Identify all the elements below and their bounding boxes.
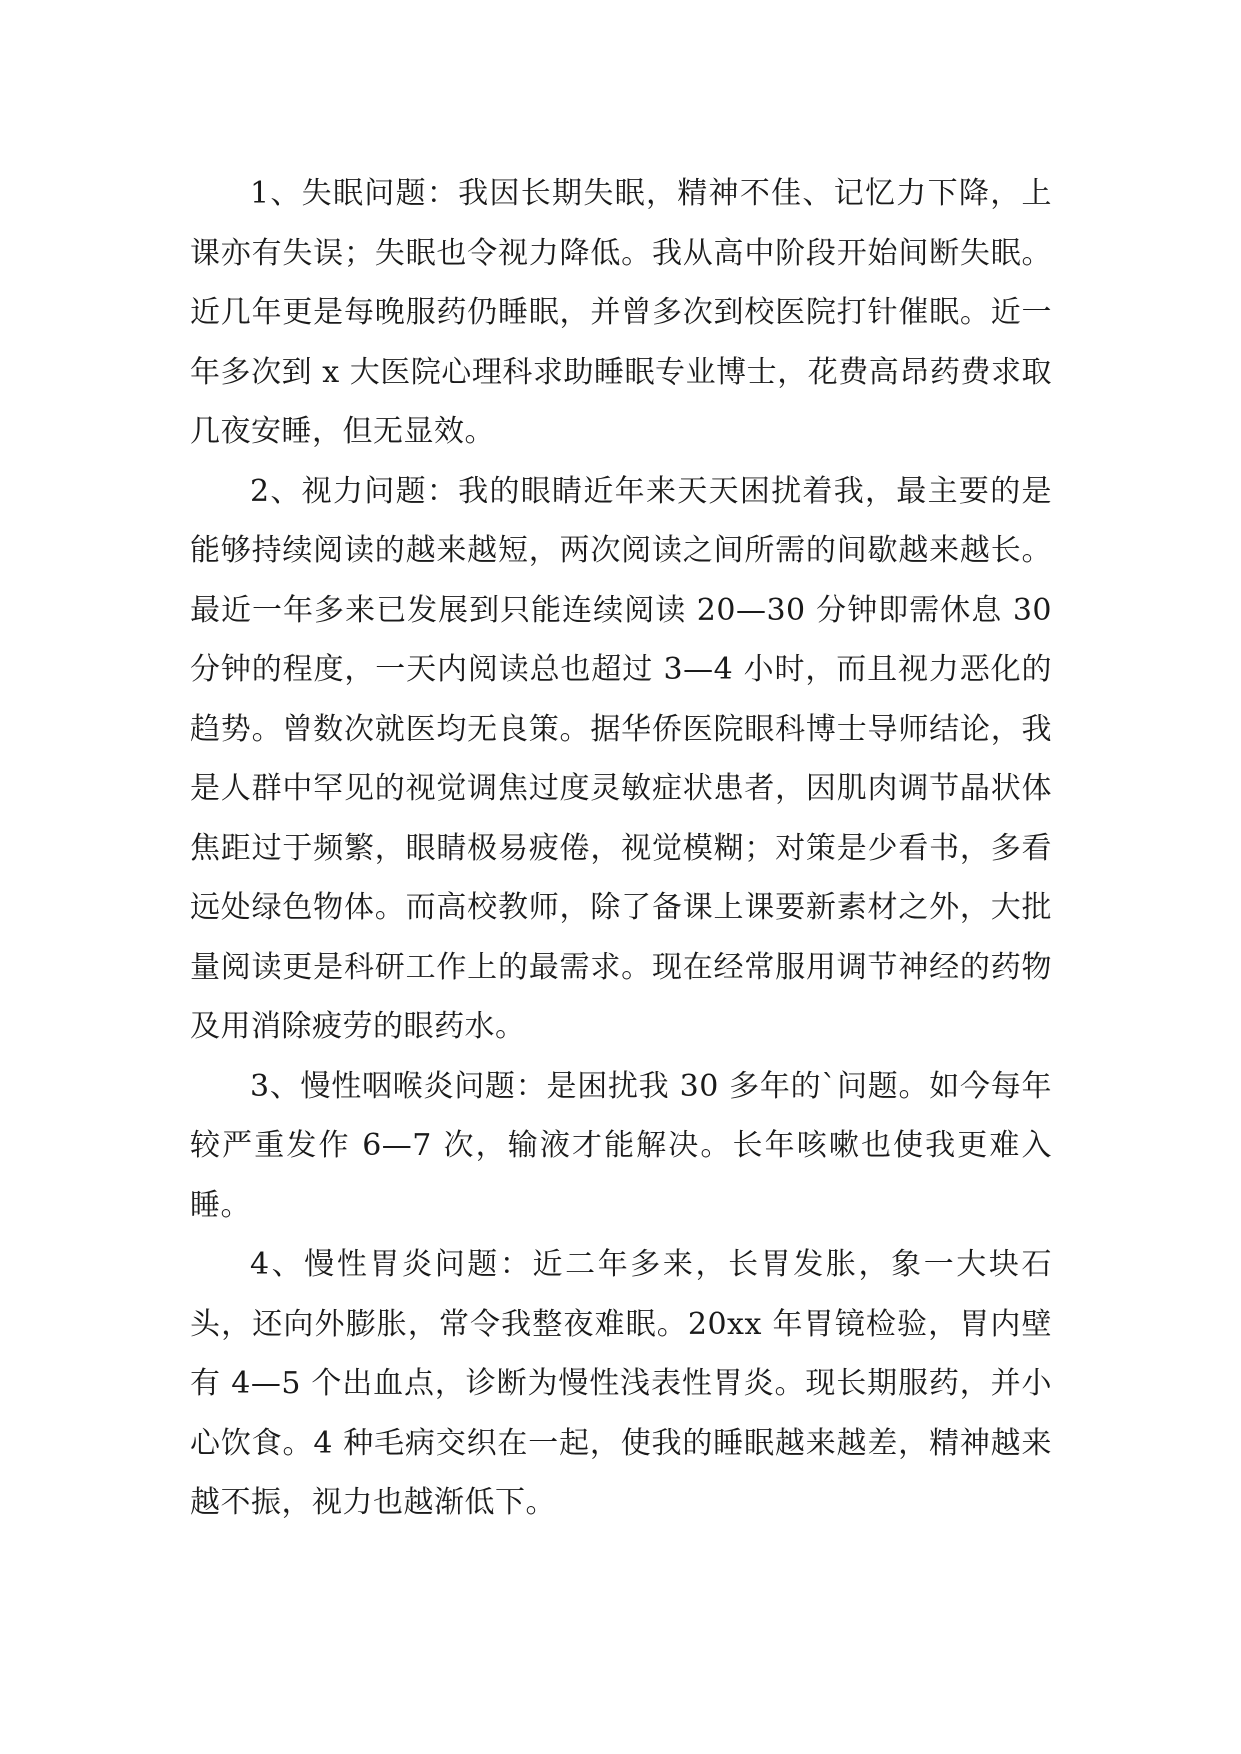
document-body xyxy=(190,164,1052,1533)
paragraph-gastritis: 4、慢性胃炎问题：近二年多来，长胃发胀，象一大块石头，还向外膨胀，常令我整夜难眠。20xx 年胃镜检验，胃内壁有 4—5 个出血点，诊断为慢性浅表性胃炎。现长期服药，并小心饮食。4 种毛病交织在一起，使我的睡眠越来越差，精神越来越不振，视力也越渐低下。 xyxy=(190,1247,1052,1520)
paragraph-vision: 2、视力问题：我的眼睛近年来天天困扰着我，最主要的是能够持续阅读的越来越短，两次阅读之间所需的间歇越来越长。最近一年多来已发展到只能连续阅读 20—30 分钟即需休息 30 分钟的程度，一天内阅读总也超过 3—4 小时，而且视力恶化的趋势。曾数次就医均无良策。据华侨医院眼科博士导师结论，我是人群中罕见的视觉调焦过度灵敏症状患者，因肌肉调节晶状体焦距过于频繁，眼睛极易疲倦，视觉模糊；对策是少看书，多看远处绿色物体。而高校教师，除了备课上课要新素材之外，大批量阅读更是科研工作上的最需求。现在经常服用调节神经的药物及用消除疲劳的眼药水。 xyxy=(190,473,1052,1044)
paragraph-insomnia: 1、失眠问题：我因长期失眠，精神不佳、记忆力下降，上课亦有失误；失眠也令视力降低。我从高中阶段开始间断失眠。近几年更是每晚服药仍睡眠，并曾多次到校医院打针催眠。近一年多次到 x 大医院心理科求助睡眠专业博士，花费高昂药费求取几夜安睡，但无显效。 xyxy=(190,176,1052,449)
paragraph-pharyngitis: 3、慢性咽喉炎问题：是困扰我 30 多年的`问题。如今每年较严重发作 6—7 次，输液才能解决。长年咳嗽也使我更难入睡。 xyxy=(190,1068,1052,1223)
